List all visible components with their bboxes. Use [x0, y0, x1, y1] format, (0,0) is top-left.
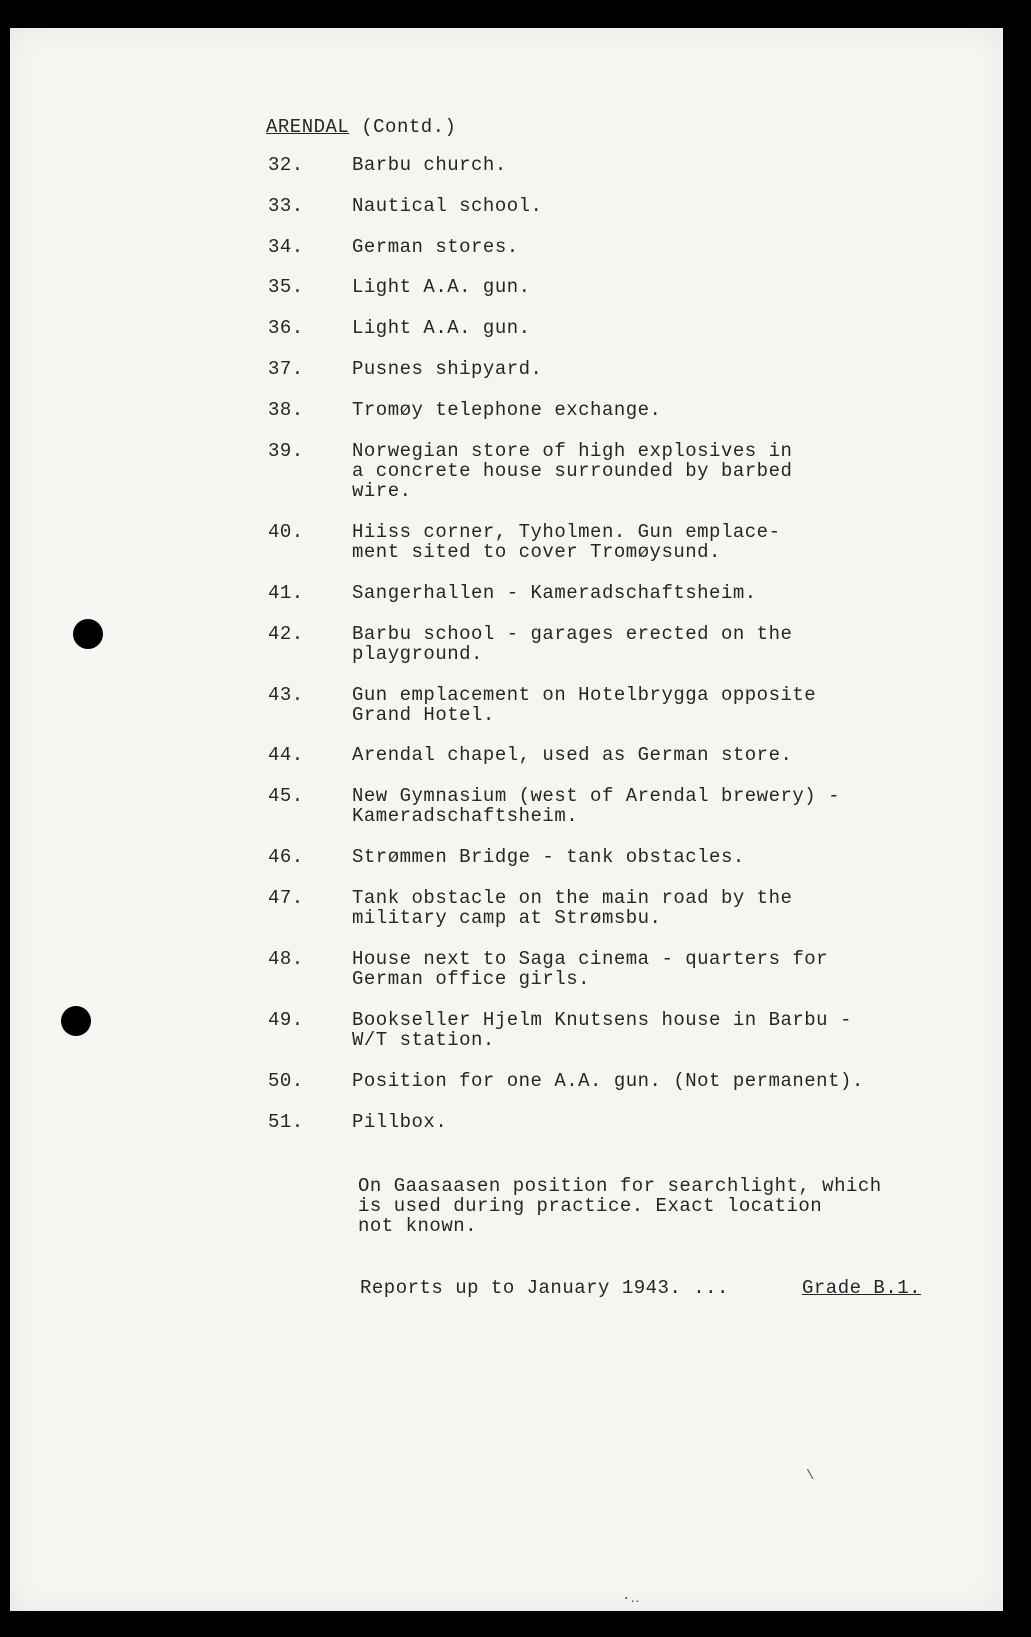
item-number: 46.	[268, 846, 304, 868]
item-number: 50.	[268, 1070, 304, 1092]
searchlight-note: On Gaasaasen position for searchlight, which is used during practice. Exact location not known.	[358, 1175, 882, 1237]
item-description: Light A.A. gun.	[352, 317, 531, 339]
item-number: 48.	[268, 948, 304, 970]
item-number: 45.	[268, 785, 304, 807]
item-number: 38.	[268, 399, 304, 421]
item-number: 35.	[268, 276, 304, 298]
item-description: Barbu church.	[352, 154, 507, 176]
item-description: Barbu school - garages erected on the playground.	[352, 623, 793, 665]
paper-mark: \	[806, 1468, 815, 1484]
item-number: 44.	[268, 744, 304, 766]
item-description: Arendal chapel, used as German store.	[352, 744, 793, 766]
punch-hole	[61, 1006, 91, 1036]
item-description: Strømmen Bridge - tank obstacles.	[352, 846, 745, 868]
punch-hole	[73, 619, 103, 649]
heading-suffix: (Contd.)	[361, 116, 457, 138]
heading-place: ARENDAL	[266, 116, 350, 138]
item-description: Tromøy telephone exchange.	[352, 399, 662, 421]
item-description: German stores.	[352, 236, 519, 258]
item-number: 51.	[268, 1111, 304, 1133]
paper-mark: ·‥	[622, 1591, 640, 1607]
item-description: Position for one A.A. gun. (Not permanent).	[352, 1070, 864, 1092]
item-description: Sangerhallen - Kameradschaftsheim.	[352, 582, 757, 604]
item-description: Pillbox.	[352, 1111, 448, 1133]
item-number: 49.	[268, 1009, 304, 1031]
item-description: Tank obstacle on the main road by the military camp at Strømsbu.	[352, 887, 793, 929]
item-number: 43.	[268, 684, 304, 706]
item-number: 34.	[268, 236, 304, 258]
item-description: Nautical school.	[352, 195, 543, 217]
grade-label: Grade B.1.	[802, 1277, 922, 1299]
item-description: New Gymnasium (west of Arendal brewery) - Kameradschaftsheim.	[352, 785, 840, 827]
item-description: House next to Saga cinema - quarters for German office girls.	[352, 948, 829, 990]
item-number: 41.	[268, 582, 304, 604]
item-number: 37.	[268, 358, 304, 380]
item-number: 42.	[268, 623, 304, 645]
document-heading	[266, 117, 456, 137]
item-number: 33.	[268, 195, 304, 217]
item-description: Hiiss corner, Tyholmen. Gun emplace- ment sited to cover Tromøysund.	[352, 521, 781, 563]
item-description: Bookseller Hjelm Knutsens house in Barbu - W/T station.	[352, 1009, 852, 1051]
item-number: 40.	[268, 521, 304, 543]
item-number: 39.	[268, 440, 304, 462]
reports-footer: Reports up to January 1943. ...	[360, 1277, 729, 1299]
item-number: 32.	[268, 154, 304, 176]
item-description: Pusnes shipyard.	[352, 358, 543, 380]
item-description: Light A.A. gun.	[352, 276, 531, 298]
item-description: Norwegian store of high explosives in a concrete house surrounded by barbed wire.	[352, 440, 793, 502]
item-number: 47.	[268, 887, 304, 909]
item-number: 36.	[268, 317, 304, 339]
item-description: Gun emplacement on Hotelbrygga opposite Grand Hotel.	[352, 684, 817, 726]
